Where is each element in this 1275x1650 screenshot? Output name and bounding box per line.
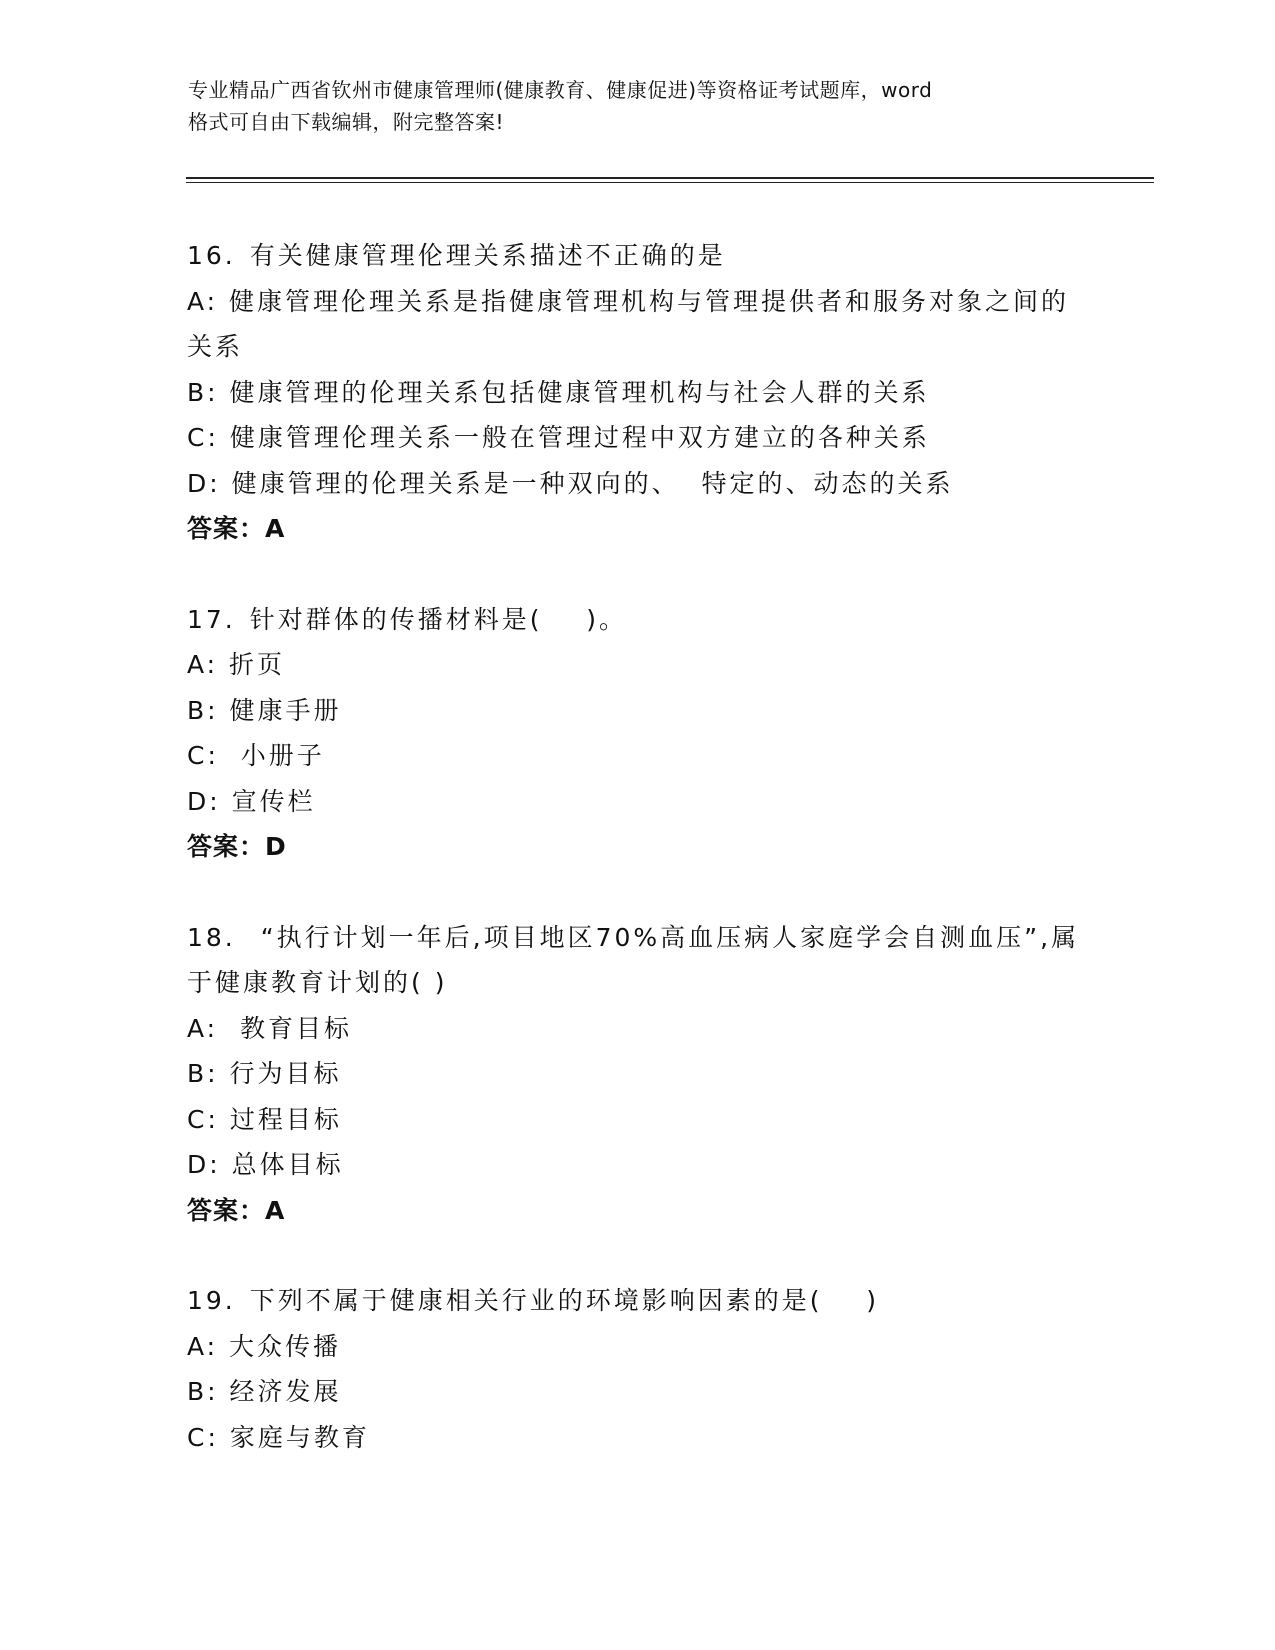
option-d: D: 总体目标 — [187, 1150, 344, 1179]
question-number: 18. — [187, 922, 236, 952]
question-text: “执行计划一年后,项目地区70%高血压病人家庭学会自测血压”,属于健康教育计划的( ) — [187, 922, 1080, 997]
option-b: B: 经济发展 — [187, 1377, 342, 1406]
question-stem — [187, 597, 1087, 643]
question-19 — [187, 1278, 1087, 1460]
question-number: 17. — [187, 604, 236, 634]
header-line-2: 格式可自由下载编辑，附完整答案! — [188, 110, 505, 134]
answer: 答案：A — [187, 514, 286, 543]
option-c: C: 小册子 — [187, 741, 325, 770]
question-stem — [187, 915, 1087, 1006]
option-a: A: 教育目标 — [187, 1013, 352, 1043]
option-b: B: 行为目标 — [187, 1059, 342, 1088]
option-c: C: 家庭与教育 — [187, 1422, 370, 1452]
option-a: A: 折页 — [187, 650, 286, 679]
question-text: 下列不属于健康相关行业的环境影响因素的是( ) — [249, 1286, 880, 1315]
document-header — [188, 74, 1088, 138]
question-list — [187, 233, 1087, 1505]
question-number: 16. — [187, 241, 236, 270]
question-stem — [187, 233, 1087, 279]
option-a: A: 健康管理伦理关系是指健康管理机构与管理提供者和服务对象之间的关系 — [187, 286, 1070, 361]
option-d: D: 宣传栏 — [187, 786, 316, 816]
header-divider-thin — [186, 182, 1154, 183]
option-d: D: 健康管理的伦理关系是一种双向的、 特定的、动态的关系 — [187, 468, 954, 498]
option-b: B: 健康管理的伦理关系包括健康管理机构与社会人群的关系 — [187, 377, 930, 407]
question-16 — [187, 233, 1087, 552]
answer: 答案：D — [187, 832, 287, 861]
option-c: C: 健康管理伦理关系一般在管理过程中双方建立的各种关系 — [187, 423, 930, 452]
option-a: A: 大众传播 — [187, 1331, 342, 1361]
option-b: B: 健康手册 — [187, 695, 342, 725]
header-line-1: 专业精品广西省钦州市健康管理师(健康教育、健康促进)等资格证考试题库，word — [188, 78, 933, 102]
question-text: 针对群体的传播材料是( )。 — [249, 604, 628, 634]
question-18 — [187, 915, 1087, 1234]
question-number: 19. — [187, 1286, 236, 1315]
question-text: 有关健康管理伦理关系描述不正确的是 — [249, 241, 726, 270]
question-17 — [187, 597, 1087, 870]
question-stem — [187, 1278, 1087, 1324]
header-divider — [186, 177, 1154, 179]
option-c: C: 过程目标 — [187, 1104, 342, 1134]
answer: 答案：A — [187, 1195, 286, 1225]
